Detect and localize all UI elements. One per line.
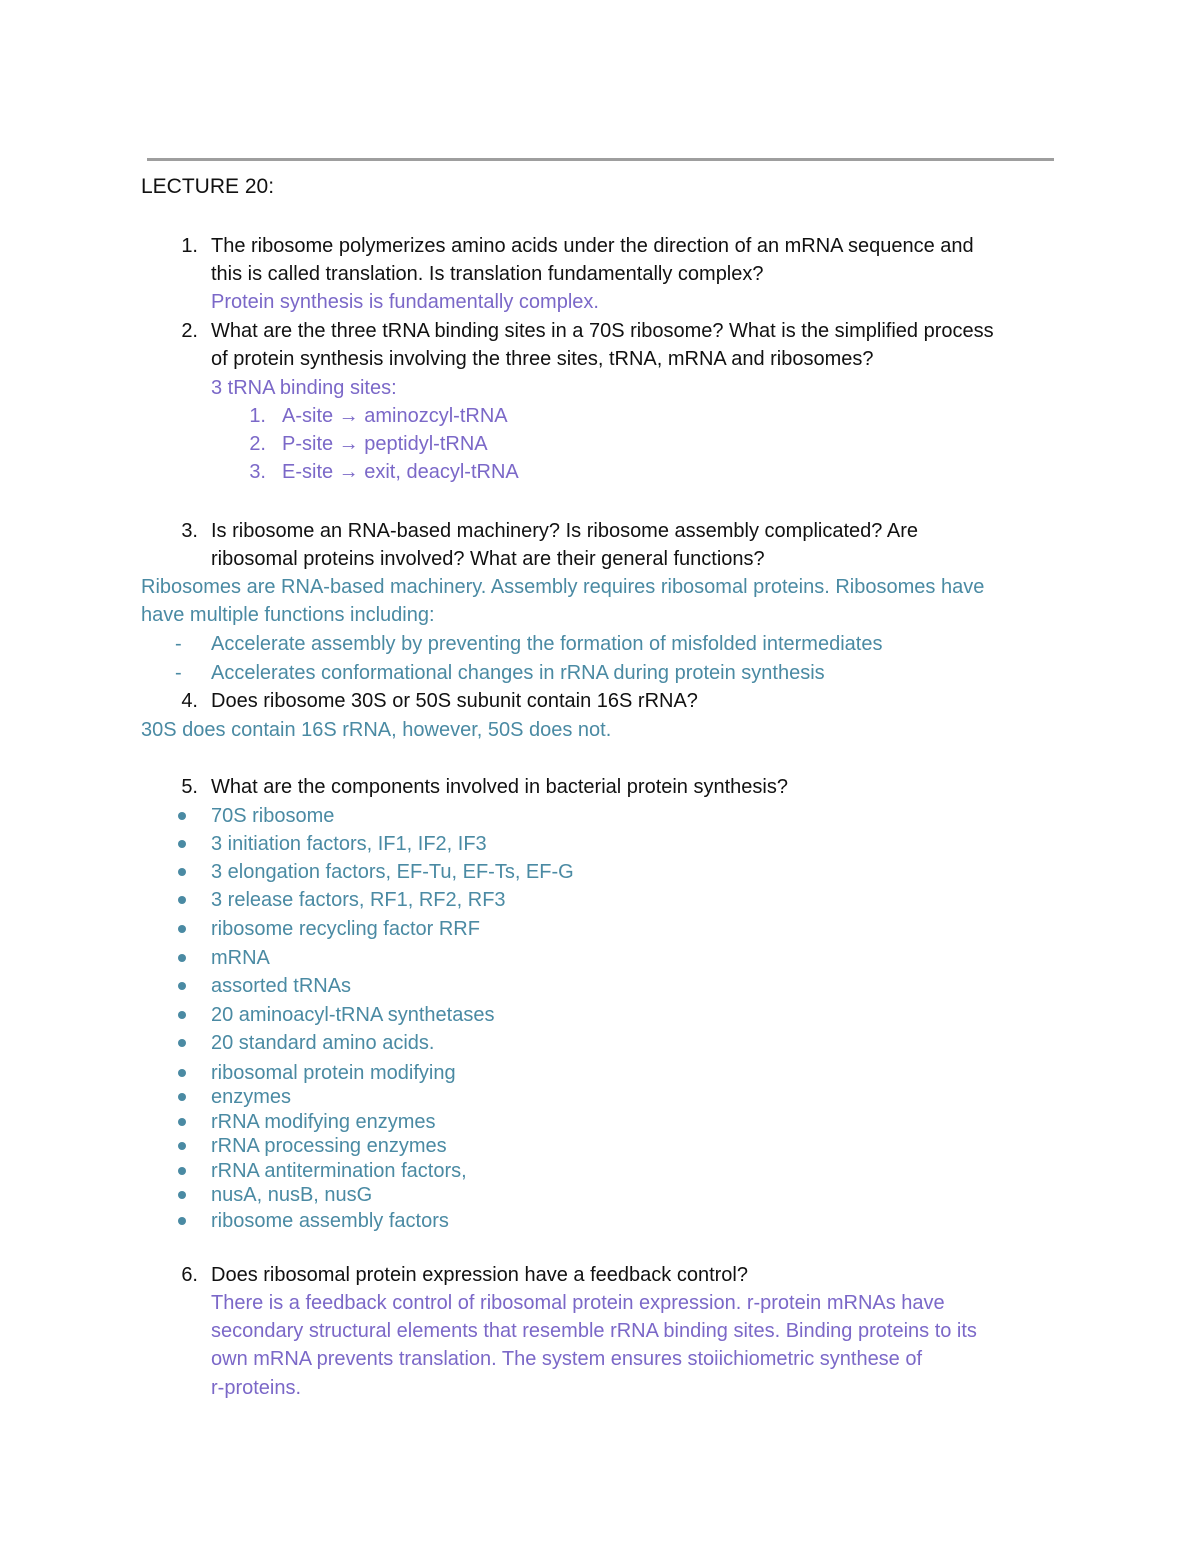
- q5-number: 5.: [181, 776, 198, 798]
- q4-question: Does ribosome 30S or 50S subunit contain 16S rRNA?: [211, 690, 698, 712]
- component-item: enzymes: [211, 1086, 292, 1108]
- bullet-icon: [178, 954, 186, 962]
- bullet-icon: [178, 840, 186, 848]
- component-item: 20 aminoacyl-tRNA synthetases: [211, 1004, 495, 1026]
- dash-marker: -: [175, 662, 182, 684]
- q1-line-2: this is called translation. Is translation fundamentally complex?: [211, 263, 764, 285]
- component-item: rRNA processing enzymes: [211, 1135, 447, 1157]
- component-item: rRNA antitermination factors,: [211, 1160, 467, 1182]
- q6-question: Does ribosomal protein expression have a feedback control?: [211, 1264, 748, 1286]
- q2-answer-intro: 3 tRNA binding sites:: [211, 377, 397, 399]
- component-item: assorted tRNAs: [211, 975, 352, 997]
- component-item: 3 release factors, RF1, RF2, RF3: [211, 889, 506, 911]
- bullet-icon: [178, 925, 186, 933]
- bullet-icon: [178, 1217, 186, 1225]
- q1-line-1: The ribosome polymerizes amino acids under the direction of an mRNA sequence and: [211, 235, 974, 257]
- bullet-icon: [178, 1069, 186, 1077]
- component-item: 3 initiation factors, IF1, IF2, IF3: [211, 833, 487, 855]
- q1-answer: Protein synthesis is fundamentally complex.: [211, 291, 599, 313]
- component-item: ribosome recycling factor RRF: [211, 918, 480, 940]
- q6-answer-line-4: r-proteins.: [211, 1377, 302, 1399]
- q3-line-1: Is ribosome an RNA-based machinery? Is ribosome assembly complicated? Are: [211, 520, 918, 542]
- component-item: ribosomal protein modifying: [211, 1062, 456, 1084]
- q2-site-a: A-site → aminozcyl-tRNA: [282, 405, 508, 427]
- bullet-icon: [178, 896, 186, 904]
- bullet-icon: [178, 868, 186, 876]
- q4-answer: 30S does contain 16S rRNA, however, 50S does not.: [141, 719, 612, 741]
- q3-number: 3.: [181, 520, 198, 542]
- component-item: ribosome assembly factors: [211, 1210, 449, 1232]
- q4-number: 4.: [181, 690, 198, 712]
- q2-number: 2.: [181, 320, 198, 342]
- q2-site-number: 2.: [249, 433, 266, 455]
- bullet-icon: [178, 1142, 186, 1150]
- component-item: nusA, nusB, nusG: [211, 1184, 373, 1206]
- bullet-icon: [178, 1011, 186, 1019]
- q3-function-2: Accelerates conformational changes in rRNA during protein synthesis: [211, 662, 825, 684]
- q2-site-number: 1.: [249, 405, 266, 427]
- q1-number: 1.: [181, 235, 198, 257]
- q6-answer-line-2: secondary structural elements that resemble rRNA binding sites. Binding proteins to its: [211, 1320, 977, 1342]
- dash-marker: -: [175, 633, 182, 655]
- bullet-icon: [178, 1167, 186, 1175]
- q2-site-number: 3.: [249, 461, 266, 483]
- q6-answer-line-1: There is a feedback control of ribosomal protein expression. r-protein mRNAs have: [211, 1292, 945, 1314]
- bullet-icon: [178, 982, 186, 990]
- component-item: rRNA modifying enzymes: [211, 1111, 436, 1133]
- q5-question: What are the components involved in bacterial protein synthesis?: [211, 776, 788, 798]
- bullet-icon: [178, 812, 186, 820]
- bullet-icon: [178, 1191, 186, 1199]
- q2-line-1: What are the three tRNA binding sites in a 70S ribosome? What is the simplified process: [211, 320, 994, 342]
- q2-line-2: of protein synthesis involving the three sites, tRNA, mRNA and ribosomes?: [211, 348, 874, 370]
- bullet-icon: [178, 1093, 186, 1101]
- bullet-icon: [178, 1118, 186, 1126]
- q3-answer-line-1: Ribosomes are RNA-based machinery. Assembly requires ribosomal proteins. Ribosomes have: [141, 576, 985, 598]
- q2-site-e: E-site → exit, deacyl-tRNA: [282, 461, 519, 483]
- q6-answer-line-3: own mRNA prevents translation. The system ensures stoiichiometric synthese of: [211, 1348, 923, 1370]
- q3-line-2: ribosomal proteins involved? What are their general functions?: [211, 548, 765, 570]
- header-rule: [147, 158, 1054, 161]
- q3-answer-line-2: have multiple functions including:: [141, 604, 435, 626]
- q6-number: 6.: [181, 1264, 198, 1286]
- component-item: mRNA: [211, 947, 270, 969]
- component-item: 20 standard amino acids.: [211, 1032, 435, 1054]
- q2-site-p: P-site → peptidyl-tRNA: [282, 433, 488, 455]
- component-item: 3 elongation factors, EF-Tu, EF-Ts, EF-G: [211, 861, 574, 883]
- lecture-title: LECTURE 20:: [141, 175, 275, 198]
- q3-function-1: Accelerate assembly by preventing the formation of misfolded intermediates: [211, 633, 883, 655]
- bullet-icon: [178, 1039, 186, 1047]
- component-item: 70S ribosome: [211, 805, 335, 827]
